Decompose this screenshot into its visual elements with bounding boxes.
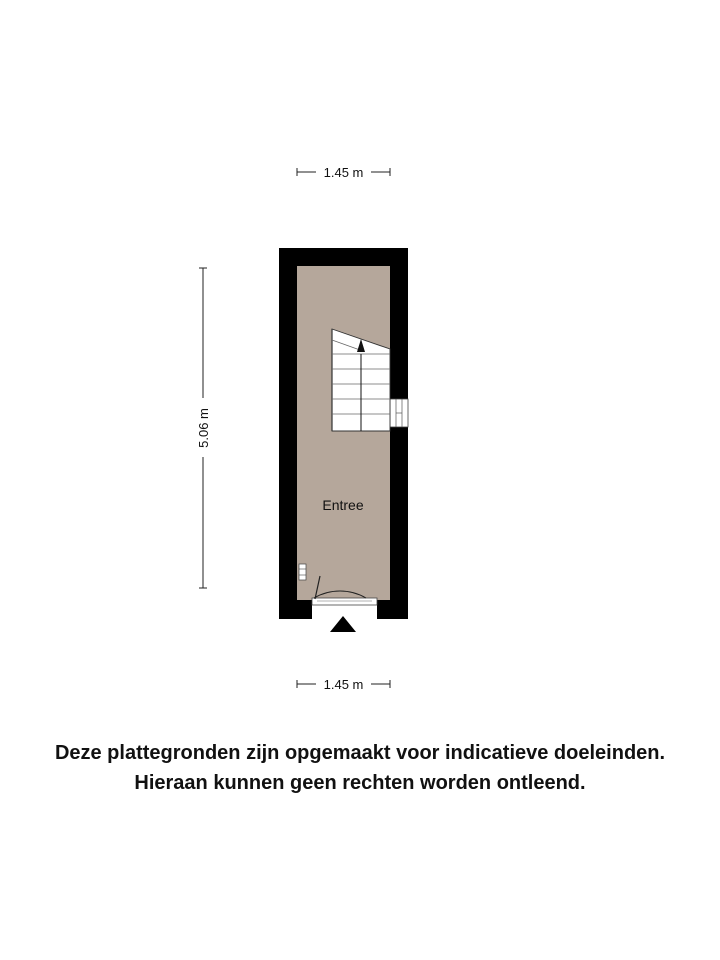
meter-icon (299, 564, 306, 580)
room-label-entree: Entree (322, 497, 364, 513)
top-dimension (297, 165, 390, 180)
bottom-dimension (297, 677, 390, 692)
bottom-dimension-label: 1.45 m (323, 677, 364, 692)
left-dimension (196, 268, 211, 588)
window-right (390, 399, 408, 427)
door-threshold (312, 598, 377, 605)
disclaimer-line-2: Hieraan kunnen geen rechten worden ontleend. (134, 772, 586, 794)
left-dimension-label: 5.06 m (196, 408, 211, 448)
floor-entree (297, 266, 390, 600)
disclaimer-line-1: Deze plattegronden zijn opgemaakt voor indicatieve doeleinden. (54, 742, 666, 764)
top-dimension-label: 1.45 m (323, 165, 364, 180)
